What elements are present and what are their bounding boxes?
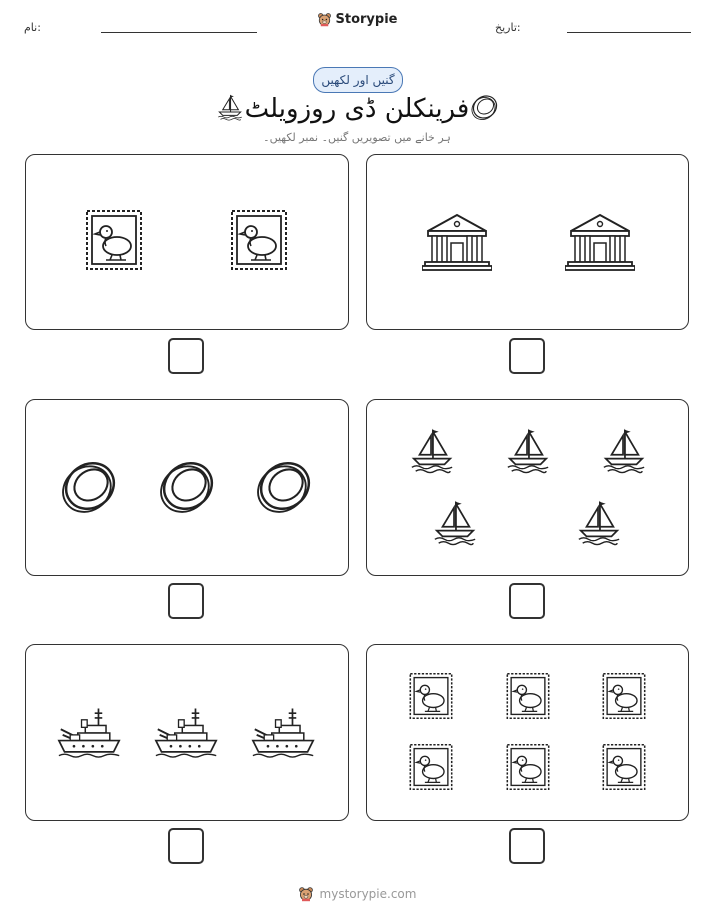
building-icon (565, 209, 635, 273)
battleship-icon (57, 703, 123, 763)
date-line[interactable] (567, 32, 691, 33)
brand-logo (0, 12, 714, 27)
name-line[interactable] (101, 32, 257, 33)
count-card-rings-3 (25, 399, 349, 576)
duck-stamp-icon (505, 742, 551, 792)
count-card-sailboats-5 (366, 399, 689, 576)
ring-icon (254, 455, 316, 517)
count-card-battleships-3 (25, 644, 349, 821)
bear-icon (317, 12, 332, 27)
sailboat-icon (504, 426, 552, 474)
count-card-stamps-6 (366, 644, 689, 821)
answer-box-1[interactable] (168, 338, 204, 374)
battleship-icon (154, 703, 220, 763)
duck-stamp-icon (408, 671, 454, 721)
answer-box-4[interactable] (509, 583, 545, 619)
duck-stamp-icon (408, 742, 454, 792)
duck-stamp-icon (505, 671, 551, 721)
footer-url[interactable]: mystorypie.com (319, 887, 417, 901)
ring-icon (59, 455, 121, 517)
duck-stamp-icon (601, 671, 647, 721)
duck-stamp-icon (601, 742, 647, 792)
bear-icon (298, 886, 314, 902)
ring-icon (157, 455, 219, 517)
count-card-stamps-2 (25, 154, 349, 330)
brand-name: Storypie (335, 12, 398, 27)
date-label: تاریخ: (495, 21, 521, 34)
count-card-buildings-2 (366, 154, 689, 330)
sailboat-icon (408, 426, 456, 474)
sailboat-icon (600, 426, 648, 474)
sailboat-icon (575, 498, 623, 546)
battleship-icon (251, 703, 317, 763)
answer-box-2[interactable] (509, 338, 545, 374)
page-subtitle: ہر خانے میں تصویریں گنیں۔ نمبر لکھیں۔ (263, 131, 451, 144)
activity-pill: گنیں اور لکھیں (313, 67, 403, 93)
duck-stamp-icon (229, 208, 289, 272)
ring-icon (470, 92, 500, 122)
building-icon (422, 209, 492, 273)
page-title: فرینکلن ڈی روزویلٹ (244, 94, 470, 124)
answer-box-6[interactable] (509, 828, 545, 864)
sailboat-icon (431, 498, 479, 546)
answer-box-5[interactable] (168, 828, 204, 864)
name-label: نام: (24, 21, 41, 34)
footer (0, 886, 714, 902)
answer-box-3[interactable] (168, 583, 204, 619)
duck-stamp-icon (84, 208, 144, 272)
